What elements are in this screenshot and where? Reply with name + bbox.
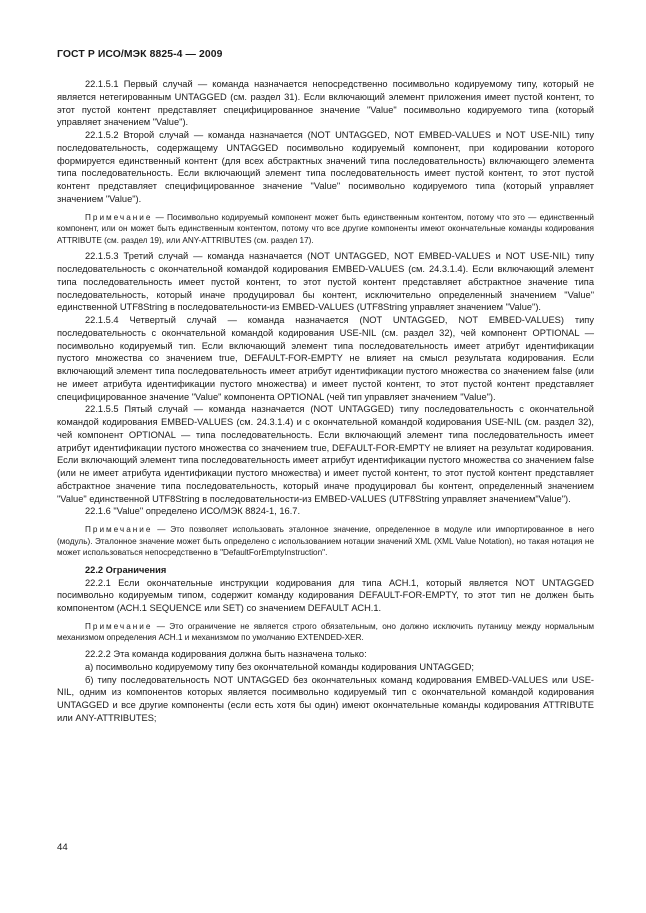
document-body xyxy=(57,78,594,725)
section-heading-22-2: 22.2 Ограничения xyxy=(85,564,167,575)
paragraph-22-1-5-5: 22.1.5.5 Пятый случай — команда назначается (NOT UNTAGGED) типу последовательность с окончательной командой кодирования EMBED-VALUES (см. 24.3.1.4) и с окончательной командой кодирования USE-NIL (см. раздел 32), чей компонент OPTIONAL — типа последовательность. Если включающий элемент типа последовательность имеет атрибут идентификации пустого множества со значением true, DEFAULT-FOR-EMPTY не влияет на результат кодирования. Если включающий элемент типа последовательность имеет атрибут идентификации пустого множества со значением false (или не имеет атрибута идентификации пустого множества) и имеет пустой контент, то этот пустой контент представляет абстрактное значение типа последовательность, который иначе продуцировал бы контент, определенный значением "Value" единственной UTF8String в последовательности-из EMBED-VALUES (UTF8String управляет значением"Value"). xyxy=(57,404,594,504)
paragraph-22-2-1: 22.2.1 Если окончательные инструкции кодирования для типа АСН.1, который является NOT UNTAGGED посимвольно кодируемым типом, содержит команду кодирования DEFAULT-FOR-EMPTY, то этот тип не должен быть компонентом (АСН.1 SEQUENCE или SET) со значением DEFAULT АСН.1. xyxy=(57,577,594,614)
note-3 xyxy=(57,621,594,644)
note-3-label: Примечание xyxy=(85,621,153,631)
paragraph-22-1-5-3: 22.1.5.3 Третий случай — команда назначается (NOT UNTAGGED, NOT EMBED-VALUES и NOT USE-NIL) типу последовательность с окончательной командой кодирования EMBED-VALUES (см. 24.3.1.4). Если включающий элемент типа последовательность имеет пустой контент, то этот пустой контент представляет абстрактное значение типа последовательность, который иначе продуцировал бы контент, исключительно определенный значением "Value" единственной UTF8String в последовательности-из EMBED-VALUES (UTF8String управляет значением "Value"). xyxy=(57,251,594,313)
note-2-text: — Это позволяет использовать эталонное значение, определенное в модуле или импортированное в него (модуль). Эталонное значение может быть определено с использованием нотации значений XML (XML Value Notation), но такая нотация не может использоваться непосредственно в "DefaultForEmptyInstruction". xyxy=(57,525,594,558)
note-3-text: — Это ограничение не является строго обязательным, оно должно исключить путаницу между нормальным механизмом определения АСН.1 и механизмом по умолчанию EXTENDED-XER. xyxy=(57,621,594,643)
page-number: 44 xyxy=(57,842,68,853)
paragraph-22-2-2: 22.2.2 Эта команда кодирования должна быть назначена только: xyxy=(85,649,367,659)
note-2 xyxy=(57,524,594,559)
note-2-label: Примечание xyxy=(85,525,153,535)
paragraph-22-1-6: 22.1.6 "Value" определено ИСО/МЭК 8824-1, 16.7. xyxy=(85,506,301,517)
paragraph-22-1-5-4: 22.1.5.4 Четвертый случай — команда назначается (NOT UNTAGGED, NOT EMBED-VALUES) типу последовательность с окончательной командой кодирования USE-NIL (см. раздел 32), чей компонент OPTIONAL — посимвольно кодируемый тип. Если включающий элемент типа последовательность имеет атрибут идентификации пустого множества со значением true, DEFAULT-FOR-EMPTY не влияет на смысл результата кодирования. Если включающий элемент типа последовательность имеет атрибут идентификации пустого множества со значением false (или не имеет атрибута идентификации пустого множества) и имеет пустой контент, то этот пустой контент представляет специфицированное значение "Value" компонента OPTIONAL (чей тип управляет значением "Value"). xyxy=(57,315,594,402)
page-header: ГОСТ Р ИСО/МЭК 8825-4 — 2009 xyxy=(57,49,223,60)
list-item-a: а) посимвольно кодируемому типу без окончательной команды кодирования UNTAGGED; xyxy=(85,661,474,672)
note-1-label: Примечание xyxy=(85,212,153,222)
paragraph-22-1-5-1: 22.1.5.1 Первый случай — команда назначается непосредственно посимвольно кодируемому типу, который не является нетегированным UNTAGGED (см. раздел 31). Если включающий элемент приложения имеет пустой контент, то этот пустой контент представляет специфицированное значение "Value" посимвольно кодируемого типа (который управляет значением "Value"). xyxy=(57,79,594,128)
note-1-text: — Посимвольно кодируемый компонент может быть единственным контентом, потому что это — единственный компонент, или он может быть единственным контентом, потому что все другие компоненты имеют окончательные команды кодирования ATTRIBUTE (см. раздел 19), или ANY-ATTRIBUTES (см. раздел 17). xyxy=(57,212,594,245)
paragraph-22-1-5-2: 22.1.5.2 Второй случай — команда назначается (NOT UNTAGGED, NOT EMBED-VALUES и NOT USE-NIL) типу последовательность, содержащему UNTAGGED посимвольно кодируемый компонент, при кодировании которого формируется единственный контент (для всех абстрактных значений типа последовательность) включающего элемента типа последовательность. Если включающий элемент типа последовательность имеет пустой контент, то этот пустой контент представляет специфицированное значение "Value" посимвольно кодируемого типа (который управляет значением "Value"). xyxy=(57,130,594,204)
list-item-b: б) типу последовательность NOT UNTAGGED без окончательных команд кодирования EMBED-VALUES или USE-NIL, одним из компонентов которых является посимвольно кодируемый тип с окончательной командой кодирования UNTAGGED и все другие компоненты (если есть хотя бы один) имеют окончательные команды кодирования ATTRIBUTE или ANY-ATTRIBUTES; xyxy=(57,674,594,723)
note-1 xyxy=(57,212,594,247)
